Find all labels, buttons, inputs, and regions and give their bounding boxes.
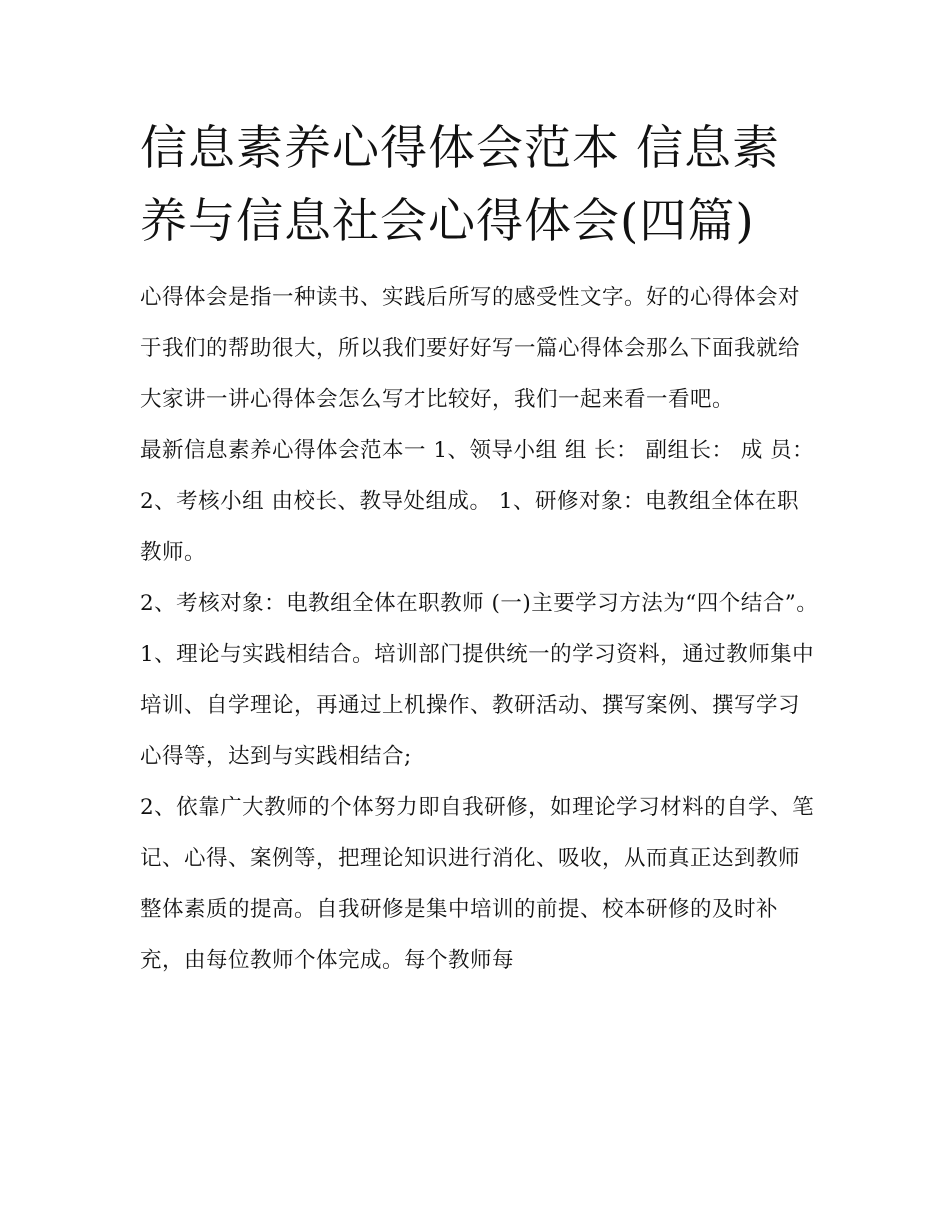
document-page [140,112,820,986]
paragraph-self-study: 2、依靠广大教师的个体努力即自我研修，如理论学习材料的自学、笔记、心得、案例等，把理论知识进行消化、吸收，从而真正达到教师整体素质的提高。自我研修是集中培训的前提、校本研修的及时补充，由每位教师个体完成。每个教师每 [140,795,815,973]
paragraph-assessment-target: 2、考核对象：电教组全体在职教师 (一)主要学习方法为“四个结合”。 [140,591,819,616]
document-title: 信息素养心得体会范本 信息素养与信息社会心得体会(四篇) [140,121,780,249]
paragraph-sample-one: 最新信息素养心得体会范本一 1、领导小组 组 长： 副组长： 成 员： 2、考核小组 由校长、教导处组成。 1、研修对象：电教组全体在职教师。 [140,438,815,565]
paragraph-theory-practice: 1、理论与实践相结合。培训部门提供统一的学习资料，通过教师集中培训、自学理论，再通过上机操作、教研活动、撰写案例、撰写学习心得等，达到与实践相结合; [140,642,815,769]
document-body [140,272,820,986]
paragraph-intro: 心得体会是指一种读书、实践后所写的感受性文字。好的心得体会对于我们的帮助很大，所以我们要好好写一篇心得体会那么下面我就给大家讲一讲心得体会怎么写才比较好，我们一起来看一看吧。 [140,285,801,412]
